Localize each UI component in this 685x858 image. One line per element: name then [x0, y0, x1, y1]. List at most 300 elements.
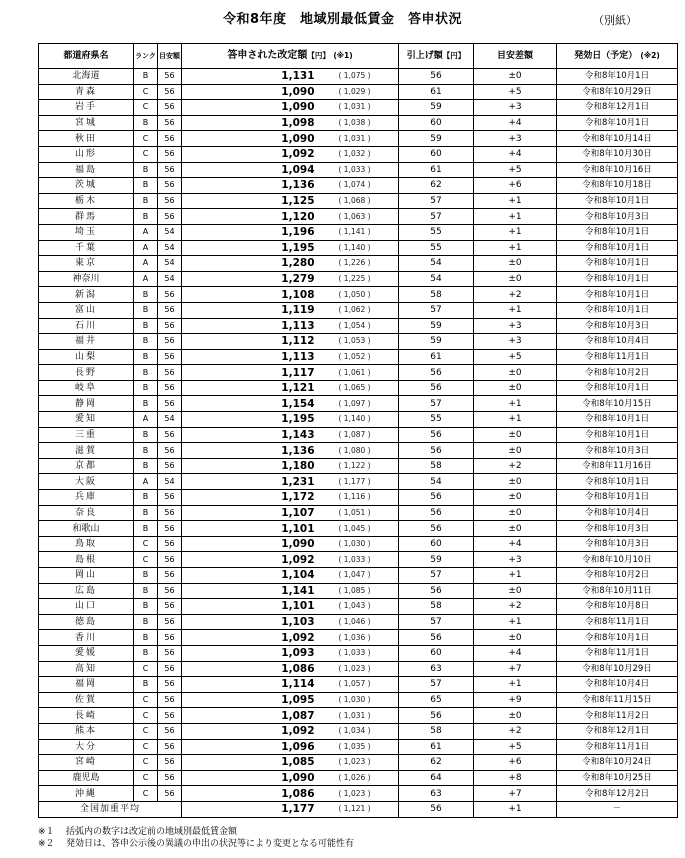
- rank-cell: B: [134, 380, 158, 396]
- previous-amount: ( 1,074 ): [319, 178, 399, 194]
- increase-amount: 56: [399, 708, 474, 724]
- previous-amount: ( 1,085 ): [319, 583, 399, 599]
- rank-cell: B: [134, 568, 158, 584]
- revised-amount: 1,092: [182, 630, 319, 646]
- effective-date: 令和8年10月3日: [557, 209, 678, 225]
- guide-amount: 56: [158, 786, 182, 802]
- previous-amount: ( 1,177 ): [319, 474, 399, 490]
- rank-cell: B: [134, 302, 158, 318]
- previous-amount: ( 1,036 ): [319, 630, 399, 646]
- rank-cell: B: [134, 427, 158, 443]
- table-row: [39, 458, 678, 474]
- guide-difference: +1: [474, 568, 557, 584]
- previous-amount: ( 1,046 ): [319, 614, 399, 630]
- effective-date: 令和8年10月1日: [557, 240, 678, 256]
- effective-date: 令和8年12月1日: [557, 100, 678, 116]
- increase-amount: 54: [399, 256, 474, 272]
- prefecture-name: 島根: [39, 552, 134, 568]
- previous-amount: ( 1,140 ): [319, 240, 399, 256]
- rank-cell: C: [134, 100, 158, 116]
- guide-amount: 56: [158, 193, 182, 209]
- table-row: [39, 723, 678, 739]
- rank-cell: A: [134, 412, 158, 428]
- guide-amount: 56: [158, 100, 182, 116]
- increase-amount: 58: [399, 599, 474, 615]
- table-row: [39, 412, 678, 428]
- rank-cell: B: [134, 645, 158, 661]
- prefecture-name: 岡山: [39, 568, 134, 584]
- effective-date: 令和8年10月1日: [557, 630, 678, 646]
- footnote-1-mark: ※１: [38, 827, 55, 837]
- effective-date: 令和8年10月10日: [557, 552, 678, 568]
- rank-cell: C: [134, 755, 158, 771]
- previous-amount: ( 1,033 ): [319, 552, 399, 568]
- table-row: [39, 755, 678, 771]
- revised-amount: 1,090: [182, 131, 319, 147]
- guide-difference: +2: [474, 599, 557, 615]
- prefecture-name: 大分: [39, 739, 134, 755]
- effective-date: 令和8年10月24日: [557, 755, 678, 771]
- increase-amount: 61: [399, 84, 474, 100]
- average-row: [39, 801, 678, 817]
- revised-amount: 1,141: [182, 583, 319, 599]
- revised-amount: 1,086: [182, 786, 319, 802]
- table-row: [39, 115, 678, 131]
- prefecture-name: 長野: [39, 365, 134, 381]
- previous-amount: ( 1,080 ): [319, 443, 399, 459]
- rank-cell: C: [134, 692, 158, 708]
- revised-amount: 1,136: [182, 443, 319, 459]
- prefecture-name: 石川: [39, 318, 134, 334]
- revised-amount: 1,092: [182, 552, 319, 568]
- revised-amount: 1,131: [182, 69, 319, 85]
- table-row: [39, 131, 678, 147]
- revised-amount: 1,195: [182, 240, 319, 256]
- previous-amount: ( 1,023 ): [319, 786, 399, 802]
- table-row: [39, 365, 678, 381]
- table-row: [39, 162, 678, 178]
- previous-amount: ( 1,116 ): [319, 490, 399, 506]
- previous-amount: ( 1,225 ): [319, 271, 399, 287]
- guide-difference: ±0: [474, 69, 557, 85]
- effective-date: 令和8年10月3日: [557, 521, 678, 537]
- table-row: [39, 614, 678, 630]
- guide-amount: 56: [158, 318, 182, 334]
- previous-amount: ( 1,033 ): [319, 162, 399, 178]
- table-row: [39, 786, 678, 802]
- guide-difference: +3: [474, 318, 557, 334]
- prefecture-name: 熊本: [39, 723, 134, 739]
- previous-amount: ( 1,097 ): [319, 396, 399, 412]
- rank-cell: B: [134, 178, 158, 194]
- guide-difference: +8: [474, 770, 557, 786]
- guide-amount: 56: [158, 115, 182, 131]
- footnote-1: [38, 826, 354, 838]
- average-prev: ( 1,121 ): [319, 801, 399, 817]
- prefecture-name: 東京: [39, 256, 134, 272]
- previous-amount: ( 1,038 ): [319, 115, 399, 131]
- effective-date: 令和8年10月1日: [557, 302, 678, 318]
- prefecture-name: 徳島: [39, 614, 134, 630]
- increase-amount: 59: [399, 334, 474, 350]
- guide-amount: 56: [158, 630, 182, 646]
- rank-cell: B: [134, 287, 158, 303]
- page-title: 令和8年度 地域別最低賃金 答申状況: [222, 12, 463, 27]
- revised-amount: 1,090: [182, 536, 319, 552]
- guide-amount: 56: [158, 365, 182, 381]
- revised-amount: 1,196: [182, 224, 319, 240]
- rank-cell: B: [134, 193, 158, 209]
- effective-date: 令和8年10月1日: [557, 271, 678, 287]
- previous-amount: ( 1,045 ): [319, 521, 399, 537]
- rank-cell: C: [134, 84, 158, 100]
- prefecture-name: 沖縄: [39, 786, 134, 802]
- previous-amount: ( 1,062 ): [319, 302, 399, 318]
- prefecture-name: 神奈川: [39, 271, 134, 287]
- guide-difference: +2: [474, 723, 557, 739]
- guide-amount: 56: [158, 521, 182, 537]
- previous-amount: ( 1,052 ): [319, 349, 399, 365]
- revised-amount: 1,113: [182, 318, 319, 334]
- prefecture-name: 鹿児島: [39, 770, 134, 786]
- guide-amount: 56: [158, 334, 182, 350]
- guide-difference: +4: [474, 115, 557, 131]
- rank-cell: C: [134, 661, 158, 677]
- table-row: [39, 100, 678, 116]
- guide-difference: +5: [474, 84, 557, 100]
- increase-amount: 56: [399, 630, 474, 646]
- previous-amount: ( 1,141 ): [319, 224, 399, 240]
- previous-amount: ( 1,050 ): [319, 287, 399, 303]
- table-row: [39, 770, 678, 786]
- guide-amount: 56: [158, 380, 182, 396]
- effective-date: 令和8年12月2日: [557, 786, 678, 802]
- guide-amount: 56: [158, 287, 182, 303]
- guide-difference: ±0: [474, 490, 557, 506]
- table-row: [39, 536, 678, 552]
- revised-amount: 1,096: [182, 739, 319, 755]
- rank-cell: B: [134, 318, 158, 334]
- effective-date: 令和8年10月3日: [557, 536, 678, 552]
- table-row: [39, 240, 678, 256]
- increase-amount: 56: [399, 380, 474, 396]
- effective-date: 令和8年10月29日: [557, 661, 678, 677]
- revised-amount: 1,103: [182, 614, 319, 630]
- guide-amount: 56: [158, 209, 182, 225]
- previous-amount: ( 1,030 ): [319, 536, 399, 552]
- guide-amount: 56: [158, 645, 182, 661]
- guide-difference: +1: [474, 412, 557, 428]
- revised-amount: 1,120: [182, 209, 319, 225]
- table-row: [39, 256, 678, 272]
- guide-difference: ±0: [474, 505, 557, 521]
- effective-date: 令和8年10月1日: [557, 69, 678, 85]
- rank-cell: B: [134, 115, 158, 131]
- effective-date: 令和8年11月16日: [557, 458, 678, 474]
- increase-amount: 61: [399, 162, 474, 178]
- previous-amount: ( 1,122 ): [319, 458, 399, 474]
- prefecture-name: 福島: [39, 162, 134, 178]
- rank-cell: C: [134, 146, 158, 162]
- guide-difference: +1: [474, 209, 557, 225]
- table-row: [39, 692, 678, 708]
- previous-amount: ( 1,023 ): [319, 661, 399, 677]
- increase-amount: 56: [399, 365, 474, 381]
- average-increase: 56: [399, 801, 474, 817]
- increase-amount: 63: [399, 786, 474, 802]
- effective-date: 令和8年10月1日: [557, 474, 678, 490]
- guide-amount: 56: [158, 708, 182, 724]
- guide-difference: +3: [474, 100, 557, 116]
- table-row: [39, 552, 678, 568]
- guide-difference: +1: [474, 240, 557, 256]
- previous-amount: ( 1,140 ): [319, 412, 399, 428]
- revised-amount: 1,098: [182, 115, 319, 131]
- rank-cell: C: [134, 786, 158, 802]
- guide-amount: 56: [158, 427, 182, 443]
- header-increase-label: 引上げ額: [406, 51, 443, 61]
- guide-amount: 56: [158, 178, 182, 194]
- effective-date: 令和8年10月4日: [557, 505, 678, 521]
- prefecture-name: 北海道: [39, 69, 134, 85]
- guide-difference: +2: [474, 287, 557, 303]
- revised-amount: 1,143: [182, 427, 319, 443]
- table-row: [39, 287, 678, 303]
- table-row: [39, 193, 678, 209]
- guide-amount: 54: [158, 474, 182, 490]
- increase-amount: 61: [399, 349, 474, 365]
- rank-cell: B: [134, 365, 158, 381]
- previous-amount: ( 1,061 ): [319, 365, 399, 381]
- effective-date: 令和8年10月1日: [557, 193, 678, 209]
- increase-amount: 56: [399, 427, 474, 443]
- effective-date: 令和8年10月18日: [557, 178, 678, 194]
- increase-amount: 61: [399, 739, 474, 755]
- effective-date: 令和8年10月1日: [557, 412, 678, 428]
- increase-amount: 65: [399, 692, 474, 708]
- guide-difference: +4: [474, 146, 557, 162]
- increase-amount: 57: [399, 614, 474, 630]
- revised-amount: 1,114: [182, 677, 319, 693]
- guide-amount: 56: [158, 396, 182, 412]
- guide-amount: 56: [158, 770, 182, 786]
- table-row: [39, 630, 678, 646]
- effective-date: 令和8年10月29日: [557, 84, 678, 100]
- prefecture-name: 京都: [39, 458, 134, 474]
- prefecture-name: 新潟: [39, 287, 134, 303]
- rank-cell: B: [134, 209, 158, 225]
- effective-date: 令和8年10月1日: [557, 380, 678, 396]
- previous-amount: ( 1,087 ): [319, 427, 399, 443]
- increase-amount: 57: [399, 677, 474, 693]
- previous-amount: ( 1,023 ): [319, 755, 399, 771]
- effective-date: 令和8年11月1日: [557, 614, 678, 630]
- effective-date: 令和8年10月1日: [557, 256, 678, 272]
- guide-difference: ±0: [474, 630, 557, 646]
- rank-cell: A: [134, 474, 158, 490]
- previous-amount: ( 1,063 ): [319, 209, 399, 225]
- guide-difference: +5: [474, 739, 557, 755]
- prefecture-name: 福井: [39, 334, 134, 350]
- revised-amount: 1,112: [182, 334, 319, 350]
- guide-amount: 54: [158, 412, 182, 428]
- effective-date: 令和8年10月3日: [557, 318, 678, 334]
- rank-cell: C: [134, 770, 158, 786]
- table-row: [39, 224, 678, 240]
- table-row: [39, 708, 678, 724]
- table-row: [39, 69, 678, 85]
- effective-date: 令和8年10月1日: [557, 224, 678, 240]
- prefecture-name: 福岡: [39, 677, 134, 693]
- guide-difference: +7: [474, 786, 557, 802]
- increase-amount: 57: [399, 568, 474, 584]
- guide-amount: 56: [158, 677, 182, 693]
- table-row: [39, 209, 678, 225]
- guide-amount: 56: [158, 349, 182, 365]
- guide-difference: ±0: [474, 474, 557, 490]
- guide-amount: 56: [158, 552, 182, 568]
- revised-amount: 1,087: [182, 708, 319, 724]
- revised-amount: 1,090: [182, 100, 319, 116]
- increase-amount: 57: [399, 193, 474, 209]
- footnotes: [38, 826, 354, 850]
- revised-amount: 1,154: [182, 396, 319, 412]
- footnote-2-mark: ※２: [38, 839, 55, 849]
- prefecture-name: 茨城: [39, 178, 134, 194]
- table-row: [39, 677, 678, 693]
- revised-amount: 1,280: [182, 256, 319, 272]
- prefecture-name: 宮崎: [39, 755, 134, 771]
- guide-amount: 56: [158, 692, 182, 708]
- table-row: [39, 427, 678, 443]
- rank-cell: B: [134, 349, 158, 365]
- effective-date: 令和8年11月1日: [557, 349, 678, 365]
- prefecture-name: 奈良: [39, 505, 134, 521]
- revised-amount: 1,113: [182, 349, 319, 365]
- effective-date: 令和8年11月2日: [557, 708, 678, 724]
- table-row: [39, 521, 678, 537]
- table-row: [39, 583, 678, 599]
- guide-amount: 56: [158, 146, 182, 162]
- prefecture-name: 香川: [39, 630, 134, 646]
- table-row: [39, 661, 678, 677]
- guide-amount: 56: [158, 84, 182, 100]
- revised-amount: 1,117: [182, 365, 319, 381]
- prefecture-name: 宮城: [39, 115, 134, 131]
- revised-amount: 1,095: [182, 692, 319, 708]
- table-row: [39, 474, 678, 490]
- guide-amount: 56: [158, 131, 182, 147]
- rank-cell: C: [134, 708, 158, 724]
- rank-cell: B: [134, 162, 158, 178]
- prefecture-name: 千葉: [39, 240, 134, 256]
- effective-date: 令和8年10月2日: [557, 568, 678, 584]
- guide-difference: +4: [474, 536, 557, 552]
- increase-amount: 60: [399, 146, 474, 162]
- rank-cell: B: [134, 334, 158, 350]
- guide-amount: 56: [158, 723, 182, 739]
- increase-amount: 58: [399, 287, 474, 303]
- effective-date: 令和8年10月1日: [557, 115, 678, 131]
- previous-amount: ( 1,033 ): [319, 645, 399, 661]
- prefecture-name: 富山: [39, 302, 134, 318]
- guide-difference: +3: [474, 131, 557, 147]
- header-increase-unit: 【円】: [442, 51, 466, 60]
- revised-amount: 1,136: [182, 178, 319, 194]
- effective-date: 令和8年10月1日: [557, 490, 678, 506]
- effective-date: 令和8年11月1日: [557, 645, 678, 661]
- prefecture-name: 青森: [39, 84, 134, 100]
- guide-amount: 54: [158, 224, 182, 240]
- increase-amount: 56: [399, 490, 474, 506]
- average-date: －: [557, 801, 678, 817]
- guide-amount: 54: [158, 271, 182, 287]
- effective-date: 令和8年10月4日: [557, 677, 678, 693]
- increase-amount: 58: [399, 458, 474, 474]
- effective-date: 令和8年10月15日: [557, 396, 678, 412]
- table-row: [39, 443, 678, 459]
- prefecture-name: 栃木: [39, 193, 134, 209]
- effective-date: 令和8年10月8日: [557, 599, 678, 615]
- table-row: [39, 599, 678, 615]
- table-row: [39, 396, 678, 412]
- effective-date: 令和8年10月11日: [557, 583, 678, 599]
- revised-amount: 1,108: [182, 287, 319, 303]
- prefecture-name: 山梨: [39, 349, 134, 365]
- header-amount: [182, 44, 399, 69]
- prefecture-name: 兵庫: [39, 490, 134, 506]
- guide-amount: 56: [158, 755, 182, 771]
- header-date-label: 発効日（予定）: [574, 51, 638, 61]
- rank-cell: C: [134, 131, 158, 147]
- guide-difference: +1: [474, 614, 557, 630]
- prefecture-name: 長崎: [39, 708, 134, 724]
- effective-date: 令和8年11月15日: [557, 692, 678, 708]
- table-row: [39, 84, 678, 100]
- increase-amount: 56: [399, 69, 474, 85]
- effective-date: 令和8年11月1日: [557, 739, 678, 755]
- previous-amount: ( 1,226 ): [319, 256, 399, 272]
- prefecture-name: 愛媛: [39, 645, 134, 661]
- guide-amount: 56: [158, 536, 182, 552]
- guide-difference: ±0: [474, 443, 557, 459]
- increase-amount: 56: [399, 443, 474, 459]
- guide-difference: +9: [474, 692, 557, 708]
- previous-amount: ( 1,034 ): [319, 723, 399, 739]
- prefecture-name: 群馬: [39, 209, 134, 225]
- increase-amount: 58: [399, 723, 474, 739]
- guide-difference: ±0: [474, 521, 557, 537]
- revised-amount: 1,125: [182, 193, 319, 209]
- rank-cell: B: [134, 490, 158, 506]
- increase-amount: 64: [399, 770, 474, 786]
- previous-amount: ( 1,057 ): [319, 677, 399, 693]
- revised-amount: 1,086: [182, 661, 319, 677]
- increase-amount: 63: [399, 661, 474, 677]
- effective-date: 令和8年10月14日: [557, 131, 678, 147]
- rank-cell: B: [134, 599, 158, 615]
- prefecture-name: 秋田: [39, 131, 134, 147]
- table-row: [39, 302, 678, 318]
- effective-date: 令和8年10月2日: [557, 365, 678, 381]
- increase-amount: 57: [399, 209, 474, 225]
- table-row: [39, 271, 678, 287]
- effective-date: 令和8年10月16日: [557, 162, 678, 178]
- rank-cell: A: [134, 224, 158, 240]
- prefecture-name: 埼玉: [39, 224, 134, 240]
- revised-amount: 1,090: [182, 84, 319, 100]
- header-amount-note: (※1): [333, 51, 353, 60]
